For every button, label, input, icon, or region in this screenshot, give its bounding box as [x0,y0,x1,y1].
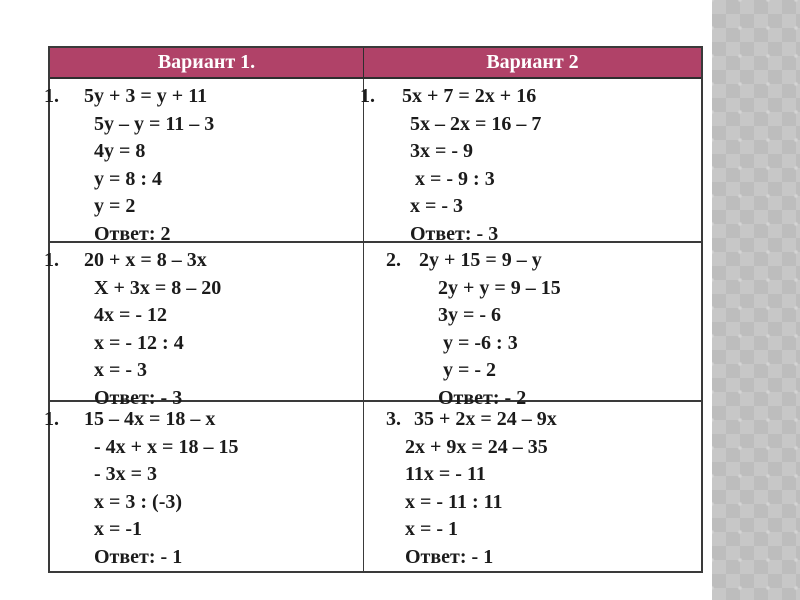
equation-line: y = 8 : 4 [94,167,163,190]
equation-line: x = - 12 : 4 [94,331,184,354]
equation-line: x = - 3 [94,359,148,381]
item-number: 3. [386,408,401,430]
solution-cell-v1-task1 [44,79,364,245]
equation-line: 2x + 9x = 24 – 35 [405,435,548,458]
equation-line: y = - 2 [438,359,497,381]
solution-cell-v2-task1 [360,79,701,245]
equation-line: 5x + 7 = 2x + 16 [402,85,537,107]
item-number: 1. [44,408,59,430]
equation-line: 5x – 2x = 16 – 7 [410,112,542,135]
item-number: 1. [44,85,59,107]
equation-line: x = - 9 : 3 [410,167,495,190]
item-number: 1. [360,85,375,107]
equation-line: 3y = - 6 [438,304,502,326]
equation-line: 2y + y = 9 – 15 [438,276,561,299]
equation-line: - 4x + x = 18 – 15 [94,435,239,458]
equation-line: 5y + 3 = y + 11 [84,85,208,107]
answer-line: Ответ: - 3 [410,222,499,245]
header-variant-1: Вариант 1. [50,48,364,77]
equation-line: x = - 11 : 11 [405,490,503,513]
header-variant-2: Вариант 2 [486,51,579,73]
equation-line: 11x = - 11 [405,463,486,485]
answer-line: Ответ: - 3 [94,386,183,409]
diamond-pattern-strip [712,0,800,600]
answer-line: Ответ: - 2 [438,386,527,409]
equation-line: x = -1 [94,518,143,540]
equation-line: x = - 3 [410,195,464,217]
table-row-task2 [44,243,701,409]
solution-cell-v1-task3 [44,402,364,571]
solution-cell-v2-task3 [364,402,701,571]
item-number: 2. [386,249,401,271]
equations-table [44,46,703,573]
solution-cell-v2-task2 [364,243,701,409]
equation-line: y = -6 : 3 [438,331,518,354]
equation-line: - 3x = 3 [94,463,158,485]
equation-line: 35 + 2x = 24 – 9x [414,408,557,430]
answer-line: Ответ: 2 [94,222,171,245]
table-header-row [50,48,701,79]
table-row-task3 [44,402,701,571]
table-row-task1 [44,79,701,245]
equation-line: x = - 1 [405,518,459,540]
equation-line: y = 2 [94,195,136,217]
equation-line: x = 3 : (-3) [94,490,183,513]
item-number: 1. [44,249,59,271]
equation-line: 4x = - 12 [94,304,168,326]
equation-line: 3x = - 9 [410,140,474,162]
equation-line: 15 – 4x = 18 – x [84,408,216,430]
equation-line: 4y = 8 [94,140,146,162]
solution-cell-v1-task2 [44,243,364,409]
equation-line: 20 + x = 8 – 3x [84,249,207,271]
answer-line: Ответ: - 1 [405,545,494,568]
equation-line: X + 3x = 8 – 20 [94,276,222,299]
equation-line: 2y + 15 = 9 – y [419,249,542,271]
answer-line: Ответ: - 1 [94,545,183,568]
equation-line: 5y – y = 11 – 3 [94,112,215,135]
